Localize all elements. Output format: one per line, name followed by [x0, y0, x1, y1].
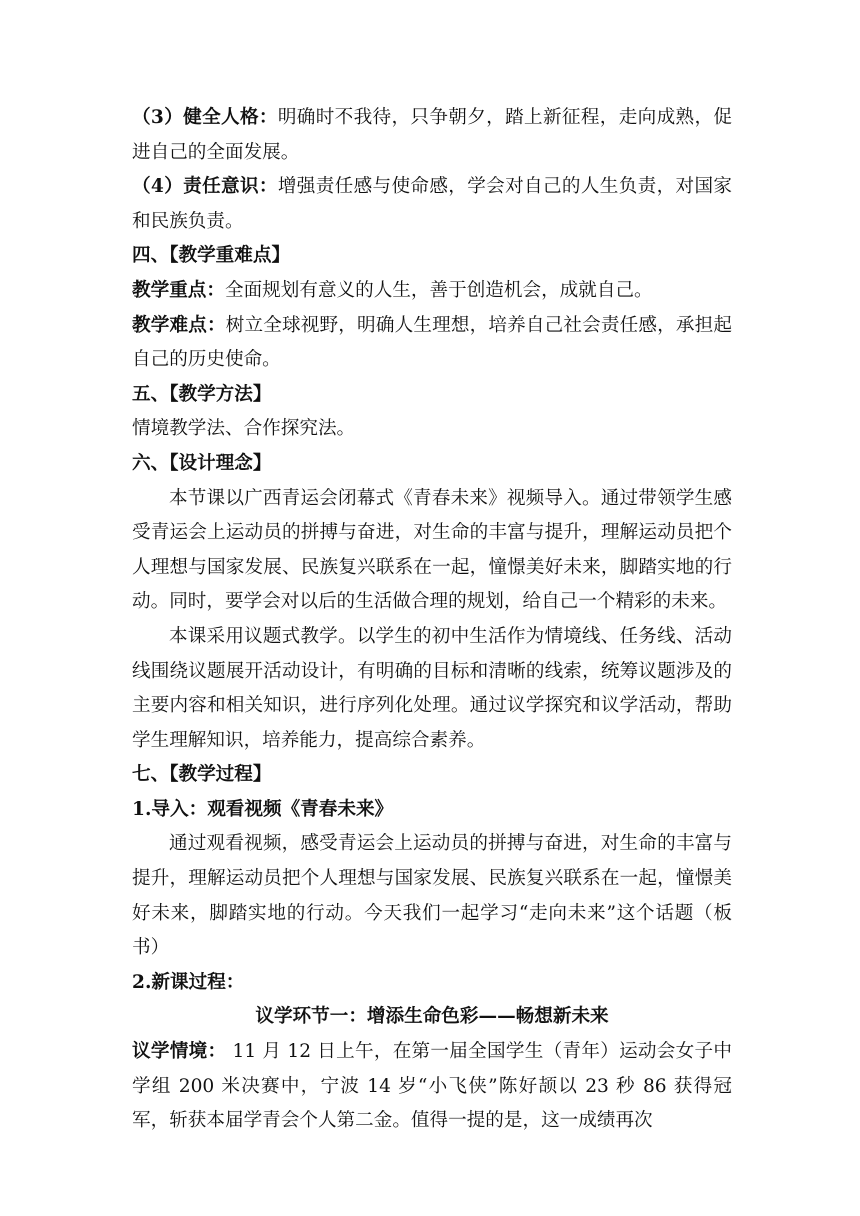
discussion-situation: [132, 1035, 732, 1139]
difficult-point-text: 树立全球视野，明确人生理想，培养自己社会责任感，承担起自己的历史使命。: [132, 314, 732, 371]
difficult-point: [132, 309, 732, 378]
key-point-label: 教学重点：: [132, 279, 225, 301]
discussion-link-1-heading: 议学环节一：增添生命色彩——畅想新未来: [255, 1006, 609, 1028]
discussion-situation-text: 11 月 12 日上午，在第一届全国学生（青年）运动会女子中学组 200 米决赛中，宁波 14 岁“小飞侠”陈好颉以 23 秒 86 获得冠军，斩获本届学青会个人第二金。值得一提的是，这一成绩再次: [132, 1041, 732, 1132]
step-1-heading: 1.导入：观看视频《青春未来》: [132, 798, 394, 820]
section-5-heading: 五、【教学方法】: [132, 383, 272, 405]
design-paragraph-1: 本节课以广西青运会闭幕式《青春未来》视频导入。通过带领学生感受青运会上运动员的拼搏与奋进，对生命的丰富与提升，理解运动员把个人理想与国家发展、民族复兴联系在一起，憧憬美好未来，脚踏实地的行动。同时，要学会对以后的生活做合理的规划，给自己一个精彩的未来。: [132, 487, 732, 613]
objective-4-text: 增强责任感与使命感，学会对自己的人生负责，对国家和民族负责。: [132, 176, 732, 232]
key-point-text: 全面规划有意义的人生，善于创造机会，成就自己。: [224, 279, 653, 301]
objective-4: [132, 170, 732, 239]
objective-3-label: （3）健全人格：: [132, 107, 278, 128]
section-7-heading: 七、【教学过程】: [132, 764, 272, 786]
step-2-heading: 2.新课过程：: [132, 971, 245, 993]
objective-4-label: （4）责任意识：: [132, 176, 278, 198]
key-point: [132, 274, 732, 309]
difficult-point-label: 教学难点：: [132, 314, 226, 336]
objective-3: [132, 101, 732, 170]
discussion-situation-label: 议学情境：: [132, 1041, 227, 1063]
document-page: [132, 101, 732, 1139]
section-6-heading: 六、【设计理念】: [132, 452, 272, 474]
section-4-heading: 四、【教学重难点】: [132, 245, 291, 267]
section-5-text: 情境教学法、合作探究法。: [132, 418, 356, 440]
step-1-paragraph: 通过观看视频，感受青运会上运动员的拼搏与奋进，对生命的丰富与提升，理解运动员把个人理想与国家发展、民族复兴联系在一起，憧憬美好未来，脚踏实地的行动。今天我们一起学习“走向未来”这个话题（板书）: [132, 833, 732, 959]
objective-3-text: 明确时不我待，只争朝夕，踏上新征程，走向成熟，促进自己的全面发展。: [132, 107, 732, 163]
design-paragraph-2: 本课采用议题式教学。以学生的初中生活作为情境线、任务线、活动线围绕议题展开活动设计，有明确的目标和清晰的线索，统筹议题涉及的主要内容和相关知识，进行序列化处理。通过议学探究和议学活动，帮助学生理解知识，培养能力，提高综合素养。: [132, 625, 732, 751]
